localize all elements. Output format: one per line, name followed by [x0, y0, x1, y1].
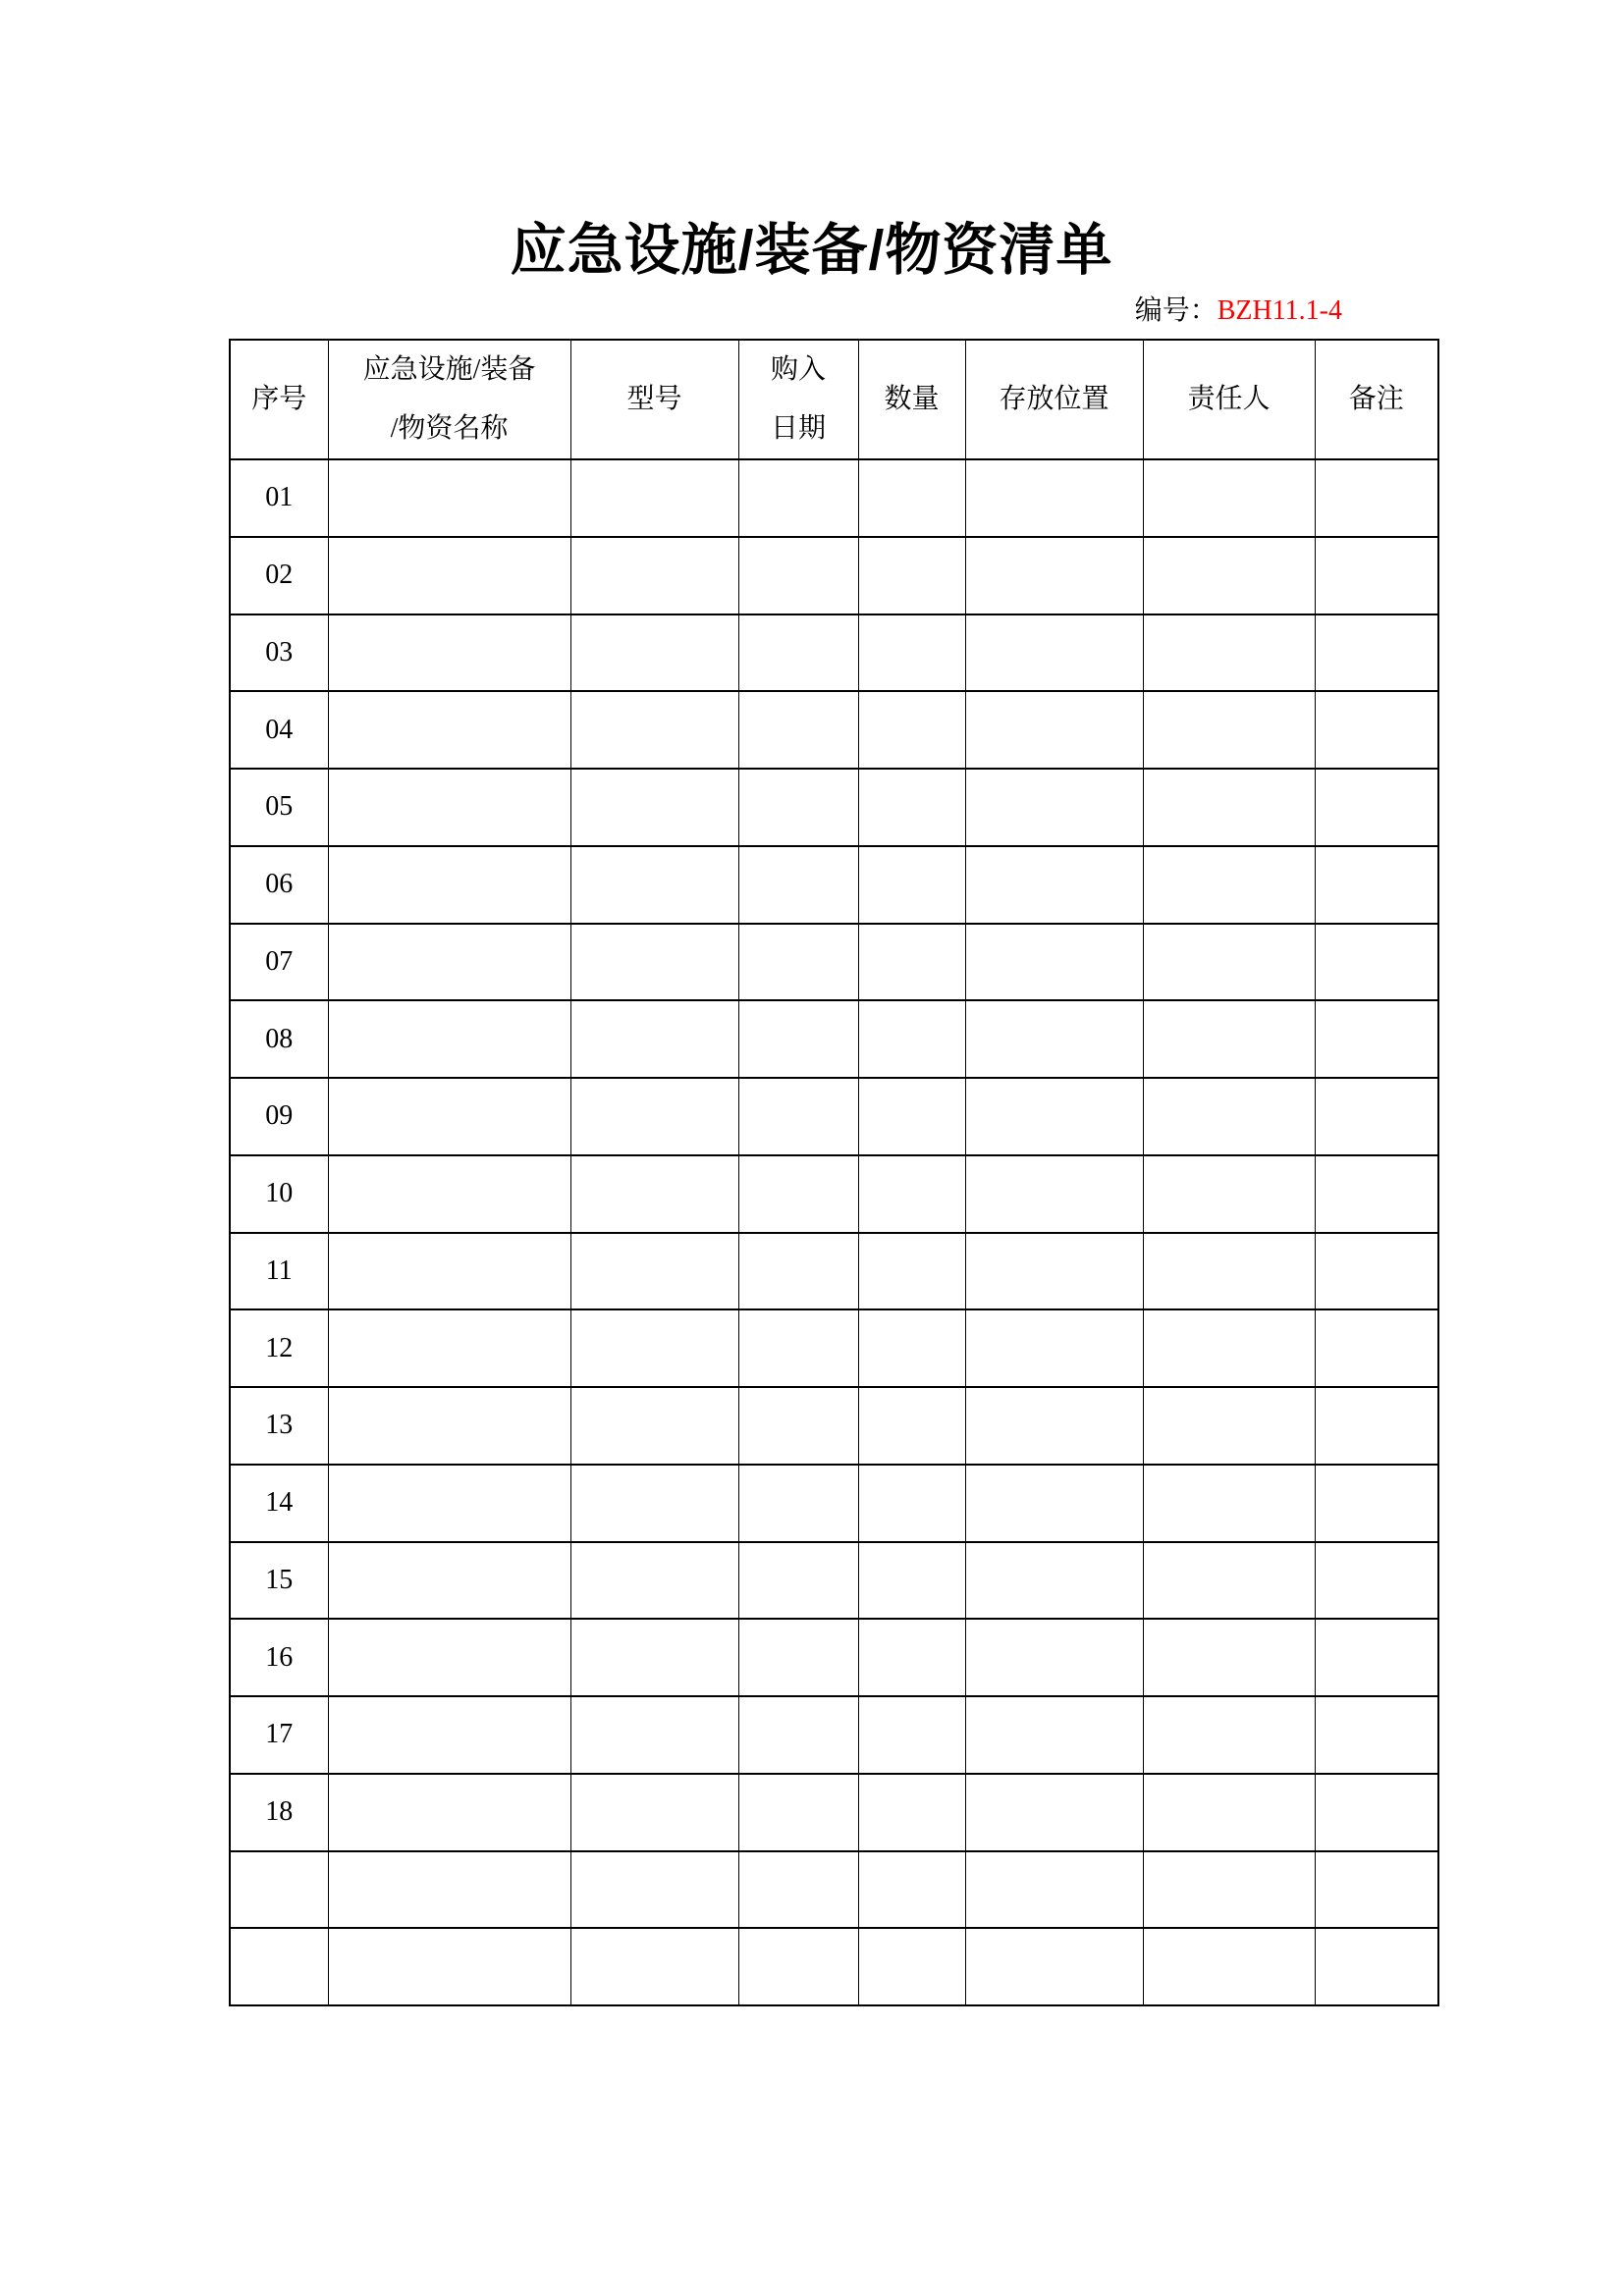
empty-cell — [328, 846, 570, 924]
empty-cell — [858, 1233, 965, 1310]
empty-cell — [1143, 459, 1315, 537]
empty-cell — [328, 459, 570, 537]
empty-cell — [738, 846, 858, 924]
empty-cell — [1143, 614, 1315, 692]
row-number-cell: 09 — [230, 1078, 328, 1155]
row-number-cell: 14 — [230, 1465, 328, 1542]
empty-cell — [1143, 1387, 1315, 1465]
table-row — [230, 1465, 1438, 1542]
empty-cell — [965, 537, 1143, 614]
empty-cell — [738, 459, 858, 537]
row-number-cell: 01 — [230, 459, 328, 537]
empty-cell — [965, 1233, 1143, 1310]
col-header-index — [230, 340, 328, 459]
form-code-line — [1135, 292, 1342, 331]
empty-cell — [570, 1928, 738, 2005]
empty-cell — [858, 1465, 965, 1542]
col-header-text: 序号 — [251, 384, 307, 414]
empty-cell — [1143, 1774, 1315, 1851]
empty-cell — [858, 1619, 965, 1696]
empty-cell — [570, 1309, 738, 1387]
row-number-cell: 17 — [230, 1696, 328, 1774]
empty-cell — [1315, 1851, 1438, 1929]
table-row — [230, 537, 1438, 614]
empty-cell — [328, 691, 570, 769]
empty-cell — [328, 769, 570, 846]
empty-cell — [328, 1309, 570, 1387]
empty-cell — [858, 1155, 965, 1233]
empty-cell — [328, 1774, 570, 1851]
emergency-supplies-table — [229, 339, 1439, 2006]
empty-cell — [328, 924, 570, 1001]
table-row — [230, 769, 1438, 846]
empty-cell — [570, 1619, 738, 1696]
empty-cell — [965, 1309, 1143, 1387]
row-number-cell — [230, 1851, 328, 1929]
empty-cell — [1143, 846, 1315, 924]
col-header-responsible — [1143, 340, 1315, 459]
empty-cell — [858, 614, 965, 692]
empty-cell — [965, 1619, 1143, 1696]
row-number-cell: 05 — [230, 769, 328, 846]
empty-cell — [328, 1233, 570, 1310]
empty-cell — [858, 1309, 965, 1387]
empty-cell — [328, 1000, 570, 1078]
row-number-cell: 15 — [230, 1542, 328, 1620]
empty-cell — [328, 1696, 570, 1774]
empty-cell — [570, 846, 738, 924]
empty-cell — [1315, 1696, 1438, 1774]
empty-cell — [570, 1774, 738, 1851]
empty-cell — [328, 614, 570, 692]
empty-cell — [570, 1542, 738, 1620]
col-header-quantity — [858, 340, 965, 459]
empty-cell — [965, 1928, 1143, 2005]
col-header-remarks — [1315, 340, 1438, 459]
empty-cell — [965, 1465, 1143, 1542]
empty-cell — [570, 614, 738, 692]
empty-cell — [1315, 1928, 1438, 2005]
empty-cell — [1315, 1309, 1438, 1387]
row-number-cell: 10 — [230, 1155, 328, 1233]
empty-cell — [328, 1619, 570, 1696]
empty-cell — [738, 1851, 858, 1929]
empty-cell — [328, 1465, 570, 1542]
empty-cell — [738, 614, 858, 692]
table-row — [230, 459, 1438, 537]
empty-cell — [570, 1233, 738, 1310]
col-header-name — [328, 340, 570, 459]
table-row — [230, 1155, 1438, 1233]
empty-cell — [965, 769, 1143, 846]
empty-cell — [738, 1696, 858, 1774]
form-code-value: BZH11.1-4 — [1217, 295, 1342, 326]
empty-cell — [965, 1155, 1143, 1233]
empty-cell — [738, 1928, 858, 2005]
empty-cell — [1143, 1542, 1315, 1620]
table-row — [230, 924, 1438, 1001]
empty-cell — [858, 1078, 965, 1155]
empty-cell — [1143, 691, 1315, 769]
empty-cell — [328, 1928, 570, 2005]
empty-cell — [1315, 691, 1438, 769]
empty-cell — [858, 1542, 965, 1620]
row-number-cell: 12 — [230, 1309, 328, 1387]
empty-cell — [965, 459, 1143, 537]
empty-cell — [738, 1542, 858, 1620]
empty-cell — [328, 1851, 570, 1929]
table-row — [230, 1078, 1438, 1155]
empty-cell — [570, 1078, 738, 1155]
empty-cell — [965, 1696, 1143, 1774]
form-code-label: 编号： — [1134, 295, 1217, 326]
empty-cell — [328, 1387, 570, 1465]
empty-cell — [1315, 769, 1438, 846]
empty-cell — [965, 924, 1143, 1001]
empty-cell — [1143, 924, 1315, 1001]
empty-cell — [858, 1696, 965, 1774]
empty-cell — [858, 769, 965, 846]
row-number-cell: 16 — [230, 1619, 328, 1696]
empty-cell — [738, 1619, 858, 1696]
row-number-cell: 02 — [230, 537, 328, 614]
empty-cell — [1315, 1619, 1438, 1696]
row-number-cell: 03 — [230, 614, 328, 692]
empty-cell — [1315, 1465, 1438, 1542]
empty-cell — [738, 1155, 858, 1233]
empty-cell — [1315, 1233, 1438, 1310]
empty-cell — [1143, 1233, 1315, 1310]
empty-cell — [1315, 537, 1438, 614]
col-header-text: 责任人 — [1187, 384, 1271, 414]
empty-cell — [570, 1851, 738, 1929]
table-row — [230, 691, 1438, 769]
empty-cell — [1143, 537, 1315, 614]
col-header-text: 日期 — [770, 413, 826, 444]
empty-cell — [858, 846, 965, 924]
empty-cell — [1315, 924, 1438, 1001]
empty-cell — [965, 1000, 1143, 1078]
row-number-cell: 06 — [230, 846, 328, 924]
empty-cell — [1143, 1155, 1315, 1233]
row-number-cell: 04 — [230, 691, 328, 769]
empty-cell — [738, 1774, 858, 1851]
empty-cell — [858, 537, 965, 614]
empty-cell — [738, 537, 858, 614]
row-number-cell: 13 — [230, 1387, 328, 1465]
empty-cell — [1315, 846, 1438, 924]
col-header-model — [570, 340, 738, 459]
table-row — [230, 1696, 1438, 1774]
empty-cell — [328, 1078, 570, 1155]
empty-cell — [965, 1078, 1143, 1155]
empty-cell — [1315, 1155, 1438, 1233]
empty-cell — [738, 1309, 858, 1387]
table-row — [230, 1233, 1438, 1310]
col-header-purchase-date — [738, 340, 858, 459]
table-row — [230, 1309, 1438, 1387]
empty-cell — [965, 846, 1143, 924]
empty-cell — [738, 691, 858, 769]
col-header-text: 型号 — [626, 384, 682, 414]
col-header-text: 数量 — [884, 384, 940, 414]
col-header-location — [965, 340, 1143, 459]
empty-cell — [1143, 1465, 1315, 1542]
empty-cell — [738, 1078, 858, 1155]
empty-cell — [1143, 1928, 1315, 2005]
empty-cell — [858, 1851, 965, 1929]
row-number-cell — [230, 1928, 328, 2005]
empty-cell — [570, 769, 738, 846]
empty-cell — [1315, 1000, 1438, 1078]
row-number-cell: 08 — [230, 1000, 328, 1078]
empty-cell — [570, 1000, 738, 1078]
col-header-text: 存放位置 — [999, 384, 1109, 414]
col-header-text: 备注 — [1348, 384, 1404, 414]
page-title: 应急设施/装备/物资清单 — [510, 219, 1113, 282]
empty-cell — [570, 924, 738, 1001]
empty-cell — [738, 1387, 858, 1465]
row-number-cell: 18 — [230, 1774, 328, 1851]
empty-cell — [1315, 1387, 1438, 1465]
table-body — [230, 459, 1438, 2005]
empty-cell — [965, 1774, 1143, 1851]
empty-cell — [570, 1155, 738, 1233]
row-number-cell: 11 — [230, 1233, 328, 1310]
empty-cell — [570, 1465, 738, 1542]
empty-cell — [738, 924, 858, 1001]
empty-cell — [328, 537, 570, 614]
table-row — [230, 1000, 1438, 1078]
empty-cell — [965, 614, 1143, 692]
col-header-text: 应急设施/装备 — [362, 354, 536, 385]
empty-cell — [738, 769, 858, 846]
table-row — [230, 1774, 1438, 1851]
empty-cell — [570, 1387, 738, 1465]
table-row — [230, 1619, 1438, 1696]
empty-cell — [738, 1000, 858, 1078]
empty-cell — [328, 1155, 570, 1233]
empty-cell — [1315, 459, 1438, 537]
empty-cell — [738, 1233, 858, 1310]
table-row — [230, 1851, 1438, 1929]
empty-cell — [858, 459, 965, 537]
empty-cell — [570, 1696, 738, 1774]
empty-cell — [965, 691, 1143, 769]
empty-cell — [570, 459, 738, 537]
empty-cell — [1315, 1542, 1438, 1620]
header-row — [230, 340, 1438, 459]
empty-cell — [858, 691, 965, 769]
empty-cell — [1143, 1696, 1315, 1774]
empty-cell — [1315, 1774, 1438, 1851]
empty-cell — [328, 1542, 570, 1620]
empty-cell — [858, 924, 965, 1001]
table-row — [230, 1542, 1438, 1620]
empty-cell — [1143, 1851, 1315, 1929]
empty-cell — [965, 1542, 1143, 1620]
empty-cell — [858, 1928, 965, 2005]
row-number-cell: 07 — [230, 924, 328, 1001]
table-row — [230, 1928, 1438, 2005]
empty-cell — [858, 1000, 965, 1078]
col-header-text: 购入 — [770, 354, 826, 385]
empty-cell — [1143, 1309, 1315, 1387]
empty-cell — [1143, 1000, 1315, 1078]
empty-cell — [1315, 1078, 1438, 1155]
empty-cell — [858, 1774, 965, 1851]
empty-cell — [570, 691, 738, 769]
table-row — [230, 1387, 1438, 1465]
empty-cell — [1143, 769, 1315, 846]
table-row — [230, 846, 1438, 924]
empty-cell — [570, 537, 738, 614]
empty-cell — [858, 1387, 965, 1465]
table-row — [230, 614, 1438, 692]
col-header-text: /物资名称 — [390, 413, 509, 444]
empty-cell — [1143, 1619, 1315, 1696]
empty-cell — [965, 1851, 1143, 1929]
empty-cell — [1315, 614, 1438, 692]
empty-cell — [965, 1387, 1143, 1465]
empty-cell — [738, 1465, 858, 1542]
empty-cell — [1143, 1078, 1315, 1155]
